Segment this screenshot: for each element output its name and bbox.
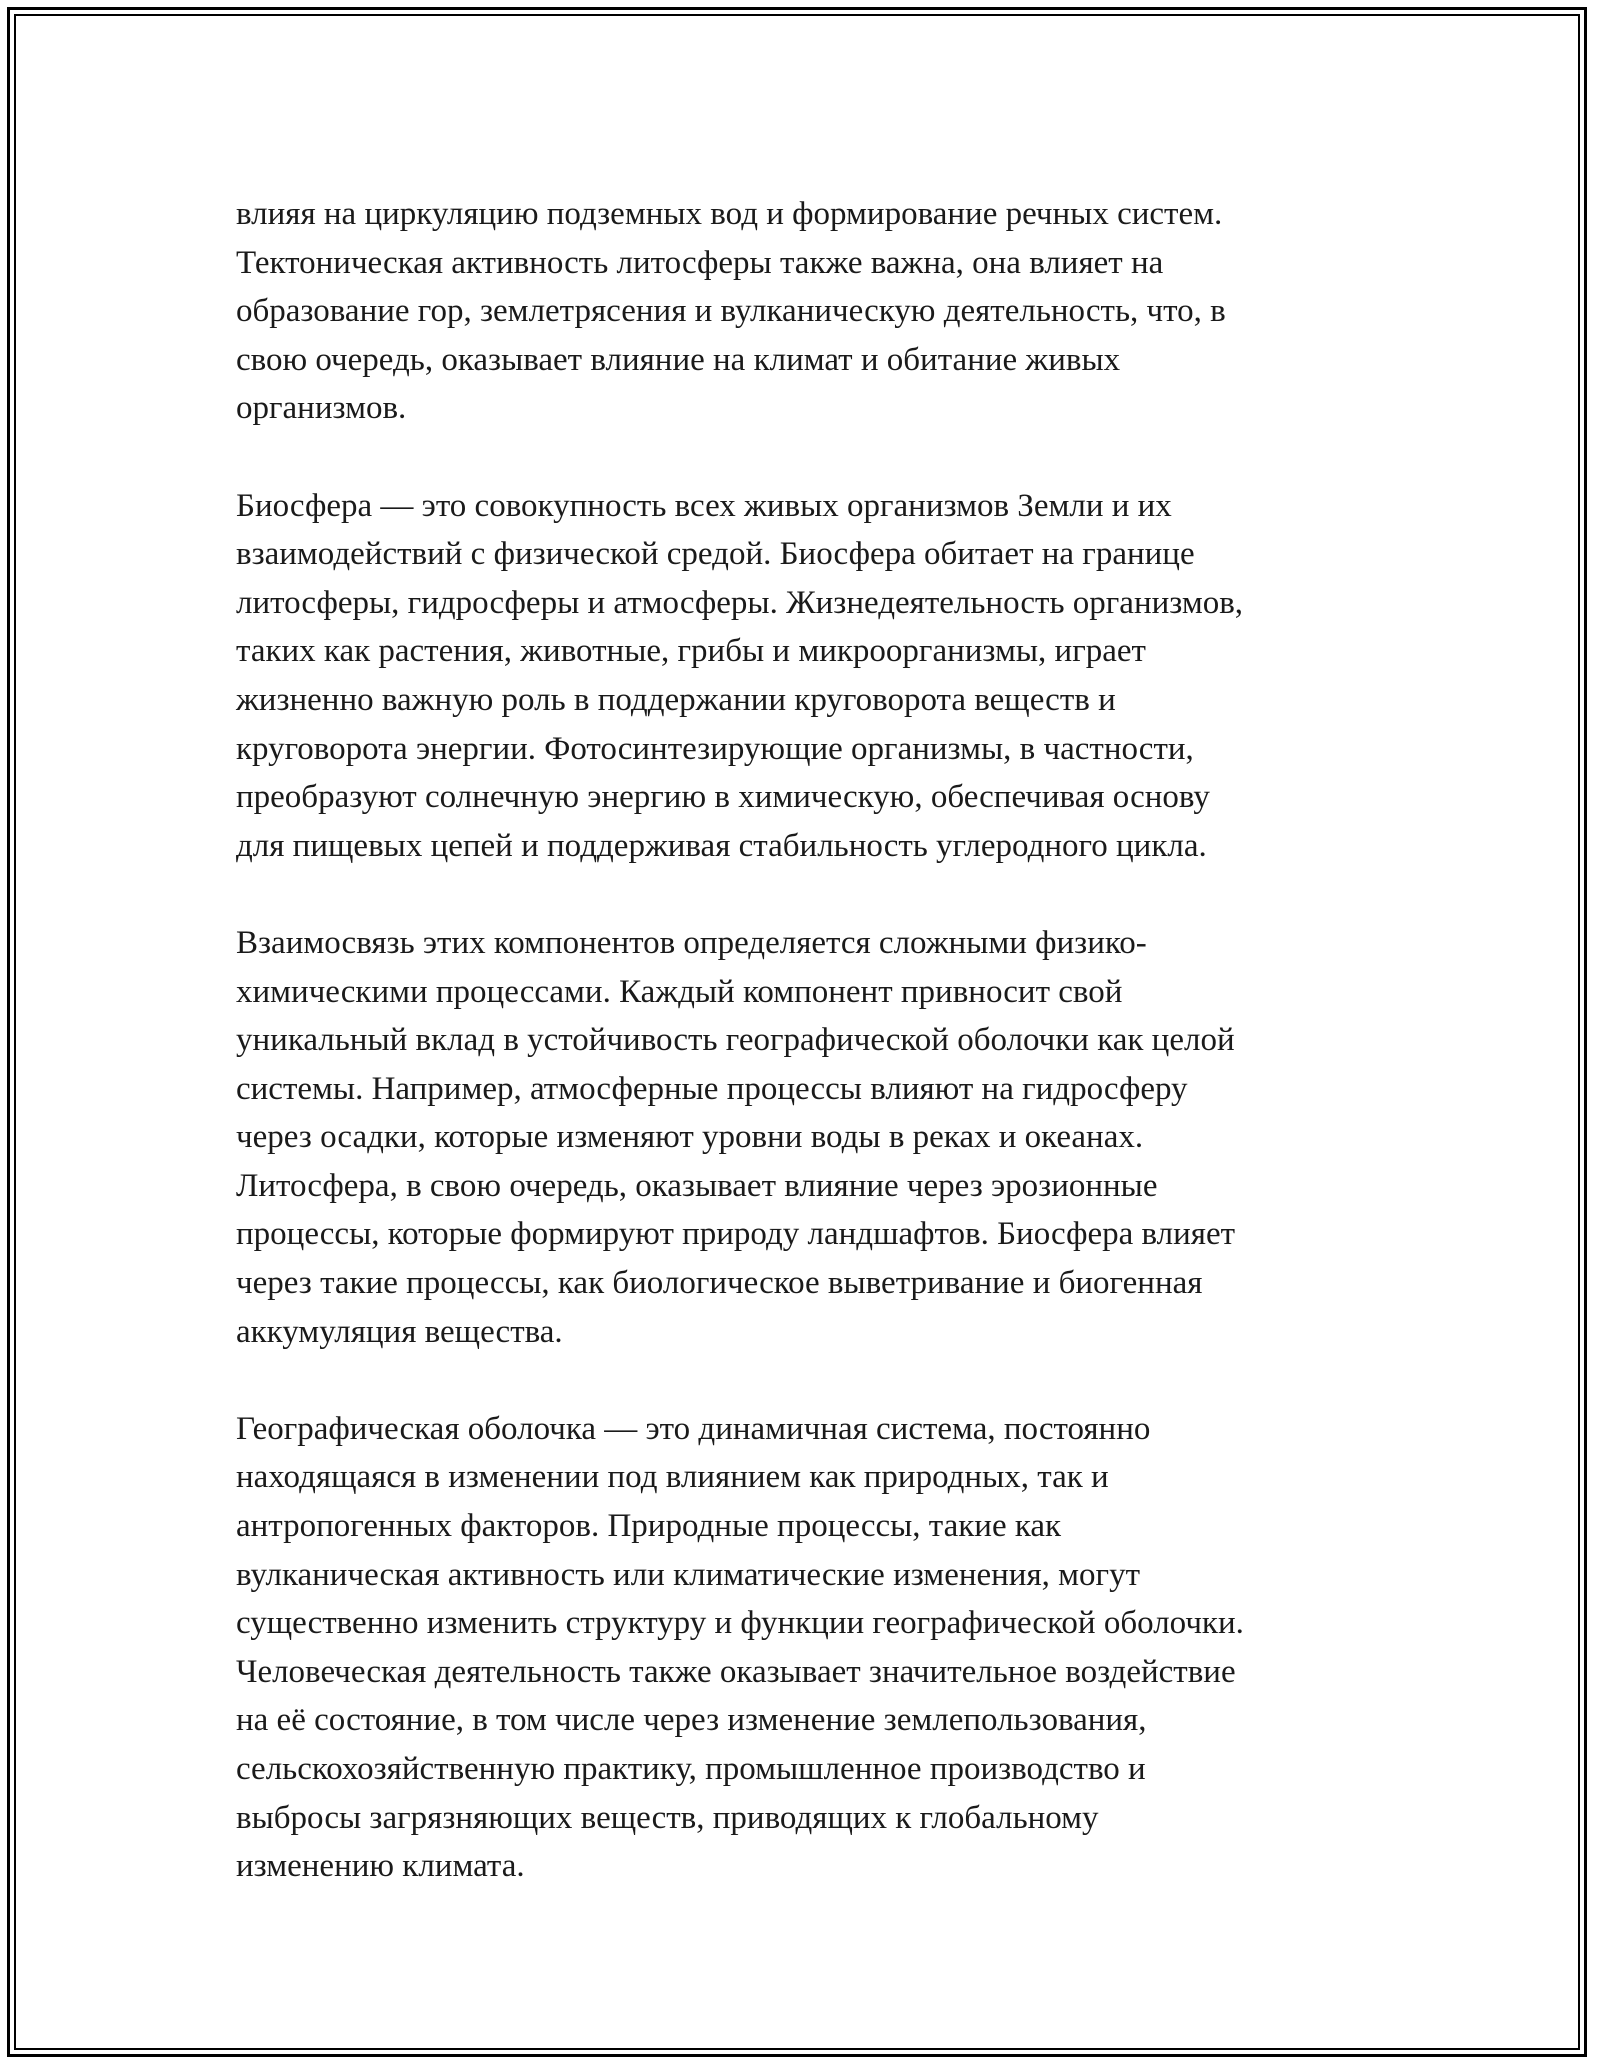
text-line: литосферы, гидросферы и атмосферы. Жизнедеятельность организмов, [236,584,1244,621]
paragraph-biosphere [236,482,1376,871]
text-line: взаимодействий с физической средой. Биосфера обитает на границе [236,536,1195,573]
text-line: образование гор, землетрясения и вулканическую деятельность, что, в [236,293,1226,330]
text-line: Географическая оболочка — это динамичная система, постоянно [236,1410,1151,1447]
text-line: вулканическая активность или климатические изменения, могут [236,1556,1140,1593]
text-line: свою очередь, оказывает влияние на климат и обитание живых [236,341,1121,378]
text-line: Литосфера, в свою очередь, оказывает влияние через эрозионные [236,1167,1158,1204]
paragraph-geographic-envelope [236,1405,1376,1891]
text-line: уникальный вклад в устойчивость географической оболочки как целой [236,1022,1235,1059]
text-line: круговорота энергии. Фотосинтезирующие организмы, в частности, [236,730,1194,767]
text-line: находящаяся в изменении под влиянием как природных, так и [236,1459,1109,1496]
text-line: преобразуют солнечную энергию в химическую, обеспечивая основу [236,779,1210,816]
text-line: на её состояние, в том числе через изменение землепользования, [236,1702,1147,1739]
text-line: выбросы загрязняющих веществ, приводящих к глобальному [236,1799,1099,1836]
paragraph-lithosphere [236,190,1376,433]
text-line: Человеческая деятельность также оказывает значительное воздействие [236,1653,1236,1690]
text-line: влияя на циркуляцию подземных вод и формирование речных систем. [236,196,1223,232]
text-line: изменению климата. [236,1848,525,1885]
text-line: через такие процессы, как биологическое выветривание и биогенная [236,1265,1203,1302]
text-line: организмов. [236,390,407,427]
text-line: процессы, которые формируют природу ландшафтов. Биосфера влияет [236,1216,1236,1253]
text-line: системы. Например, атмосферные процессы влияют на гидросферу [236,1070,1188,1107]
text-line: Тектоническая активность литосферы также важна, она влияет на [236,244,1164,281]
text-line: химическими процессами. Каждый компонент привносит свой [236,973,1123,1010]
text-line: сельскохозяйственную практику, промышленное производство и [236,1751,1146,1787]
text-line: через осадки, которые изменяют уровни воды в реках и океанах. [236,1119,1144,1156]
text-line: таких как растения, животные, грибы и микроорганизмы, играет [236,633,1146,670]
text-line: антропогенных факторов. Природные процессы, такие как [236,1508,1062,1545]
text-line: Взаимосвязь этих компонентов определяется сложными физико- [236,924,1147,961]
text-line: аккумуляция вещества. [236,1313,563,1350]
text-line: существенно изменить структуру и функции географической оболочки. [236,1605,1244,1642]
text-line: для пищевых цепей и поддерживая стабильность углеродного цикла. [236,827,1207,864]
text-line: Биосфера — это совокупность всех живых организмов Земли и их [236,487,1172,524]
text-line: жизненно важную роль в поддержании круговорота веществ и [236,681,1116,718]
paragraph-interconnection [236,919,1376,1356]
document-body [236,190,1376,1939]
